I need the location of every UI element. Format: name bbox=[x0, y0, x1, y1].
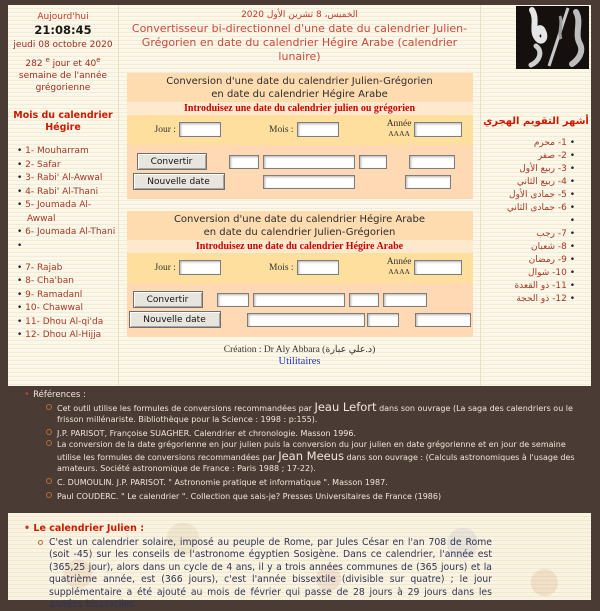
month-fr-item: • 3- Rabi' Al-Awwal bbox=[17, 172, 118, 186]
header-date-arabic: الخميس، 8 تشرين الأول 2020 bbox=[241, 10, 358, 20]
month-ar-item: • 12- ذو الحجة bbox=[481, 293, 575, 306]
day-of-year-info: 282 $^e$ jour et 40e semaine de l'année grégorienne bbox=[18, 56, 108, 93]
form2-mois-input[interactable] bbox=[297, 260, 339, 275]
form1-jour-input[interactable] bbox=[179, 122, 221, 137]
form1-title-line2: en date du calendrier Hégire Arabe bbox=[211, 89, 388, 100]
month-ar-item: • 3- ربيع الأول bbox=[481, 163, 575, 176]
form1-result-field[interactable] bbox=[229, 155, 259, 169]
form2-title-line1: Conversion d'une date du calendrier Hégire Arabe bbox=[173, 214, 426, 225]
form2-result-field[interactable] bbox=[415, 313, 471, 327]
author-name: Jeau Lefort bbox=[314, 400, 377, 414]
form2-result-field[interactable] bbox=[383, 293, 427, 307]
month-ar-item: • 10- شوال bbox=[481, 267, 575, 280]
form2-mois-label: Mois : bbox=[269, 262, 294, 273]
month-ar-item: • 11- ذو القعدة bbox=[481, 280, 575, 293]
months-ar-list bbox=[481, 137, 591, 306]
author-name: Jean Meeus bbox=[278, 449, 345, 464]
month-ar-item: • 8- شعبان bbox=[481, 241, 575, 254]
calligraphy-image bbox=[516, 6, 589, 69]
form2-result-field[interactable] bbox=[247, 313, 365, 327]
months-ar-title: أشهر التقويم الهجري bbox=[483, 116, 589, 127]
form1-annee-label: Année AAAA bbox=[386, 119, 412, 138]
left-sidebar bbox=[8, 5, 119, 386]
month-fr-item: • 8- Cha'ban bbox=[17, 275, 118, 289]
form1-results bbox=[127, 145, 473, 199]
form1-jour-label: Jour : bbox=[154, 124, 176, 135]
month-fr-item: • 7- Rajab bbox=[17, 262, 118, 276]
current-time: 21:08:45 bbox=[34, 23, 92, 37]
month-ar-item: • 2- صفر bbox=[481, 150, 575, 163]
form1-result-field[interactable] bbox=[359, 155, 387, 169]
form2-result-field[interactable] bbox=[367, 313, 399, 327]
form1-annee-input[interactable] bbox=[414, 122, 462, 137]
form1-mois-input[interactable] bbox=[297, 122, 339, 137]
month-ar-item: • 1- محرم bbox=[481, 137, 575, 150]
form2-jour-input[interactable] bbox=[179, 260, 221, 275]
form2-annee-label: Année AAAA bbox=[386, 257, 412, 276]
month-fr-item: • 9- Ramadanl bbox=[17, 289, 118, 303]
form-hegire-to-julien bbox=[127, 211, 473, 337]
form2-result-field[interactable] bbox=[349, 293, 379, 307]
form2-result-field[interactable] bbox=[217, 293, 249, 307]
month-fr-item: • 4- Rabi' Al-Thani bbox=[17, 186, 118, 200]
current-date: jeudi 08 octobre 2020 bbox=[13, 40, 113, 50]
month-ar-item: • 6- جمادى الثاني bbox=[481, 202, 575, 215]
circle-bullet-icon bbox=[38, 540, 43, 545]
month-ar-item: • 7- رجب bbox=[481, 228, 575, 241]
creation-credit: Création : Dr Aly Abbara (د.علي عبارة) bbox=[223, 345, 376, 355]
form2-input-row bbox=[127, 253, 473, 283]
julien-section-title: • Le calendrier Julien : bbox=[24, 523, 591, 534]
main-column bbox=[119, 5, 480, 386]
reference-item: Cet outil utilise les formules de conversions recommandées par Jeau Lefort dans son ouvrage (La saga des calendriers ou le frisson millénariste. Bibliothèque pour la Science : 1998 : p:155). bbox=[46, 402, 582, 426]
form1-mois-label: Mois : bbox=[269, 124, 294, 135]
references-section bbox=[0, 386, 600, 513]
upper-content bbox=[8, 5, 591, 386]
form2-convertir-button[interactable]: Convertir bbox=[133, 291, 203, 308]
month-fr-item: • 5- Joumada Al-Awwal bbox=[17, 199, 118, 226]
utilitaires-link[interactable]: Utilitaires bbox=[278, 356, 321, 367]
form2-jour-label: Jour : bbox=[154, 262, 176, 273]
list-gap bbox=[17, 240, 118, 262]
form1-instruction: Introduisez une date du calendrier julien ou grégorien bbox=[127, 102, 473, 115]
form1-convertir-button[interactable]: Convertir bbox=[137, 153, 207, 170]
form1-title bbox=[127, 73, 473, 102]
form2-results bbox=[127, 283, 473, 337]
reference-item: C. DUMOULIN. J.P. PARISOT. " Astronomie pratique et informatique ". Masson 1987. bbox=[46, 476, 582, 489]
references-title: • Références : bbox=[24, 389, 582, 401]
form2-instruction: Introduisez une date du calendrier Hégire Arabe bbox=[127, 240, 473, 253]
month-ar-item: • 5- جمادى الأول bbox=[481, 189, 575, 202]
reference-item: La conversion de la date grégorienne en jour julien puis la conversion du jour julien en date grégorienne et en jour de semaine utilise les formules de conversions recommandées par Jean Meeus dans son ouvrage : (Calculs astronomiques à l'usage des amateurs. Société astronomique de France : Paris 1988 ; 17-22). bbox=[46, 440, 582, 474]
form1-title-line1: Conversion d'une date du calendrier Julien-Grégorien bbox=[166, 76, 433, 87]
months-fr-list bbox=[8, 145, 118, 343]
form-julien-to-hegire bbox=[127, 73, 473, 199]
julien-calendar-section bbox=[8, 513, 591, 611]
today-label: Aujourd'hui bbox=[37, 12, 89, 22]
month-ar-item: • 9- رمضان bbox=[481, 254, 575, 267]
form1-result-field[interactable] bbox=[263, 155, 355, 169]
month-fr-item: • 12- Dhou Al-Hijja bbox=[17, 329, 118, 343]
form2-title bbox=[127, 211, 473, 240]
form1-input-row bbox=[127, 115, 473, 145]
month-ar-item: • 4- ربيع الثاني bbox=[481, 176, 575, 189]
month-fr-item: • 1- Mouharram bbox=[17, 145, 118, 159]
form2-annee-input[interactable] bbox=[414, 260, 462, 275]
month-fr-item: • 10- Chawwal bbox=[17, 302, 118, 316]
form1-result-field[interactable] bbox=[263, 175, 355, 189]
references-list bbox=[24, 402, 582, 502]
page-title: Convertisseur bi-directionnel d'une date du calendrier Julien-Grégorien en date du calendrier Hégire Arabe (calendrier lunaire) bbox=[131, 22, 468, 63]
months-fr-title: Mois du calendrier Hégire bbox=[13, 110, 113, 133]
julien-section-body: C'est un calendrier solaire, imposé au peuple de Rome, par Jules César en l'an 708 de Rome (soit -45) sur les conseils de l'astronome égyptien Sosigène. Dans ce calendrier, l'année est (365,25 jour), alors dans un cycle de 4 ans, il y a trois années communes de (365 jours) et la quatrième année, est (366 jours), c'est l'année bissextile (divisible sur quatre) ; le jour supplémentaire a été ajouté au mois de février qui passe de 28 jours à 29 jours dans les années bissextiles. bbox=[49, 537, 492, 611]
list-gap bbox=[481, 215, 575, 228]
form1-result-field[interactable] bbox=[405, 175, 451, 189]
form2-result-field[interactable] bbox=[253, 293, 345, 307]
reference-item: Paul COUDERC. " Le calendrier ". Collection que sais-je? Presses Universitaires de France (1986) bbox=[46, 490, 582, 503]
month-fr-item: • 11- Dhou Al-qi'da bbox=[17, 316, 118, 330]
month-fr-item: • 6- Joumada Al-Thani bbox=[17, 226, 118, 240]
form1-nouvelle-date-button[interactable]: Nouvelle date bbox=[133, 173, 225, 190]
form2-title-line2: en date du calendrier Julien-Grégorien bbox=[203, 227, 396, 238]
form1-result-field[interactable] bbox=[409, 155, 455, 169]
reference-item: J.P. PARISOT, Françoise SUAGHER. Calendrier et chronologie. Masson 1996. bbox=[46, 427, 582, 440]
form2-nouvelle-date-button[interactable]: Nouvelle date bbox=[129, 311, 221, 328]
right-sidebar bbox=[480, 5, 591, 386]
month-fr-item: • 2- Safar bbox=[17, 159, 118, 173]
